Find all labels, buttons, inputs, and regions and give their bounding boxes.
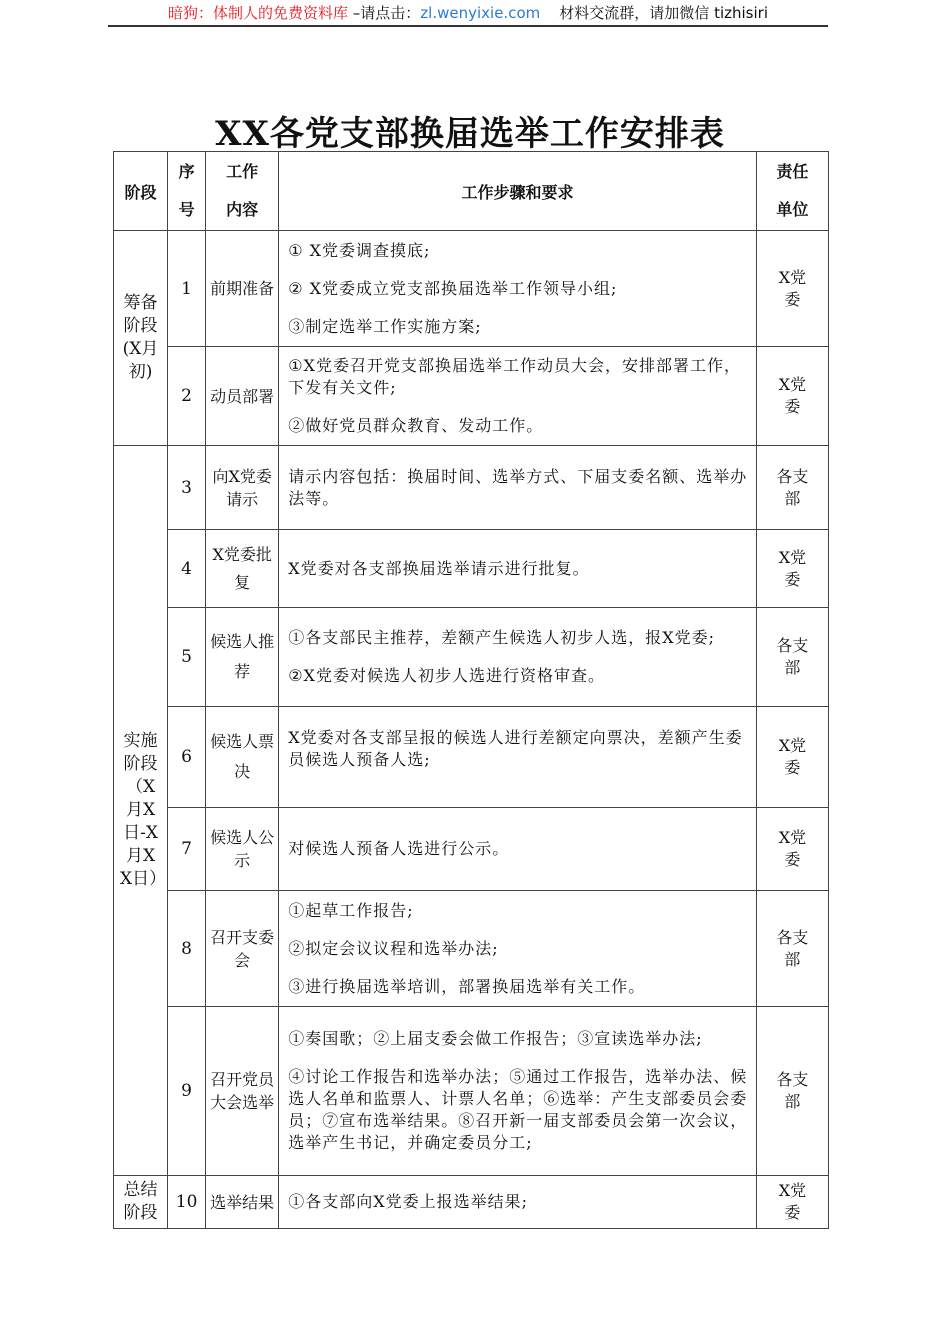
work-item: X党委批复 bbox=[206, 530, 279, 608]
schedule-table bbox=[113, 151, 829, 1229]
work-item: 召开支委会 bbox=[206, 891, 279, 1007]
work-item: 选举结果 bbox=[206, 1176, 279, 1229]
header-unit: 责任单位 bbox=[756, 152, 828, 231]
table-row bbox=[114, 808, 829, 891]
table-row bbox=[114, 1007, 829, 1176]
header-no: 序号 bbox=[168, 152, 206, 231]
work-item: 候选人推荐 bbox=[206, 608, 279, 707]
row-number: 4 bbox=[168, 530, 206, 608]
responsible-unit: X党委 bbox=[756, 707, 828, 808]
banner-site-name: 暗狗：体制人的免费资料库 bbox=[168, 4, 349, 22]
table-row bbox=[114, 707, 829, 808]
step-line: ①X党委召开党支部换届选举工作动员大会，安排部署工作，下发有关文件; bbox=[288, 356, 741, 397]
table-header-row bbox=[114, 152, 829, 231]
table-row bbox=[114, 530, 829, 608]
work-item: 动员部署 bbox=[206, 347, 279, 446]
work-steps bbox=[279, 1007, 757, 1176]
step-line: ② X党委成立党支部换届选举工作领导小组; bbox=[288, 278, 618, 298]
row-number: 1 bbox=[168, 231, 206, 347]
work-item: 向X党委请示 bbox=[206, 446, 279, 530]
work-item: 候选人票决 bbox=[206, 707, 279, 808]
work-steps bbox=[279, 808, 757, 891]
work-item: 候选人公示 bbox=[206, 808, 279, 891]
banner-wechat-note: 材料交流群，请加微信 tizhisiri bbox=[540, 4, 768, 22]
table-row bbox=[114, 1176, 829, 1229]
work-steps bbox=[279, 530, 757, 608]
work-item: 前期准备 bbox=[206, 231, 279, 347]
work-steps bbox=[279, 707, 757, 808]
step-line: 对候选人预备人选进行公示。 bbox=[288, 839, 510, 858]
step-line: ④讨论工作报告和选举办法；⑤通过工作报告，选举办法、候选人名单和监票人、计票人名单；⑥选举：产生支部委员会委员；⑦宣布选举结果。⑧召开新一届支部委员会第一次会议，选举产生书记，并确定委员分工; bbox=[288, 1067, 748, 1152]
row-number: 6 bbox=[168, 707, 206, 808]
responsible-unit: X党委 bbox=[756, 347, 828, 446]
row-number: 7 bbox=[168, 808, 206, 891]
header-item: 工作内容 bbox=[206, 152, 279, 231]
responsible-unit: X党委 bbox=[756, 231, 828, 347]
step-line: ③制定选举工作实施方案; bbox=[288, 316, 482, 336]
banner-divider bbox=[108, 25, 828, 27]
step-line: ①各支部向X党委上报选举结果; bbox=[288, 1192, 528, 1211]
responsible-unit: X党委 bbox=[756, 808, 828, 891]
stage-cell-preparation: 筹备阶段(X月初) bbox=[114, 231, 168, 446]
header-banner bbox=[108, 2, 828, 24]
table-row bbox=[114, 608, 829, 707]
work-steps bbox=[279, 446, 757, 530]
row-number: 2 bbox=[168, 347, 206, 446]
step-line: ①奏国歌；②上届支委会做工作报告；③宣读选举办法; bbox=[288, 1029, 703, 1048]
step-line: ②拟定会议议程和选举办法; bbox=[288, 938, 499, 958]
document-title: XX各党支部换届选举工作安排表 bbox=[215, 114, 725, 154]
responsible-unit: X党委 bbox=[756, 530, 828, 608]
row-number: 10 bbox=[168, 1176, 206, 1229]
stage-cell-implementation: 实施阶段（X月X日-X月XX日） bbox=[114, 446, 168, 1176]
step-line: ②X党委对候选人初步人选进行资格审查。 bbox=[288, 666, 605, 685]
work-steps bbox=[279, 608, 757, 707]
row-number: 5 bbox=[168, 608, 206, 707]
banner-prompt: –请点击： bbox=[348, 4, 421, 22]
table-row bbox=[114, 446, 829, 530]
step-line: ①各支部民主推荐，差额产生候选人初步人选，报X党委; bbox=[288, 628, 715, 647]
work-item: 召开党员大会选举 bbox=[206, 1007, 279, 1176]
row-number: 9 bbox=[168, 1007, 206, 1176]
step-line: ①起草工作报告; bbox=[288, 900, 414, 920]
step-line: 请示内容包括：换届时间、选举方式、下届支委名额、选举办法等。 bbox=[288, 466, 748, 508]
responsible-unit: 各支部 bbox=[756, 891, 828, 1007]
work-steps bbox=[279, 231, 757, 347]
responsible-unit: 各支部 bbox=[756, 446, 828, 530]
table-row bbox=[114, 347, 829, 446]
responsible-unit: X党委 bbox=[756, 1176, 828, 1229]
step-line: ③进行换届选举培训，部署换届选举有关工作。 bbox=[288, 976, 646, 996]
table-row bbox=[114, 891, 829, 1007]
stage-cell-summary: 总结阶段 bbox=[114, 1176, 168, 1229]
row-number: 8 bbox=[168, 891, 206, 1007]
step-line: X党委对各支部呈报的候选人进行差额定向票决，差额产生委员候选人预备人选; bbox=[288, 728, 743, 769]
header-steps: 工作步骤和要求 bbox=[279, 152, 757, 231]
work-steps bbox=[279, 1176, 757, 1229]
step-line: ②做好党员群众教育、发动工作。 bbox=[288, 416, 544, 435]
table-row bbox=[114, 231, 829, 347]
step-line: X党委对各支部换届选举请示进行批复。 bbox=[288, 558, 590, 578]
row-number: 3 bbox=[168, 446, 206, 530]
banner-link[interactable]: zl.wenyixie.com bbox=[420, 4, 541, 22]
responsible-unit: 各支部 bbox=[756, 1007, 828, 1176]
work-steps bbox=[279, 891, 757, 1007]
step-line: ① X党委调查摸底; bbox=[288, 240, 431, 260]
header-stage: 阶段 bbox=[114, 152, 168, 231]
responsible-unit: 各支部 bbox=[756, 608, 828, 707]
work-steps bbox=[279, 347, 757, 446]
